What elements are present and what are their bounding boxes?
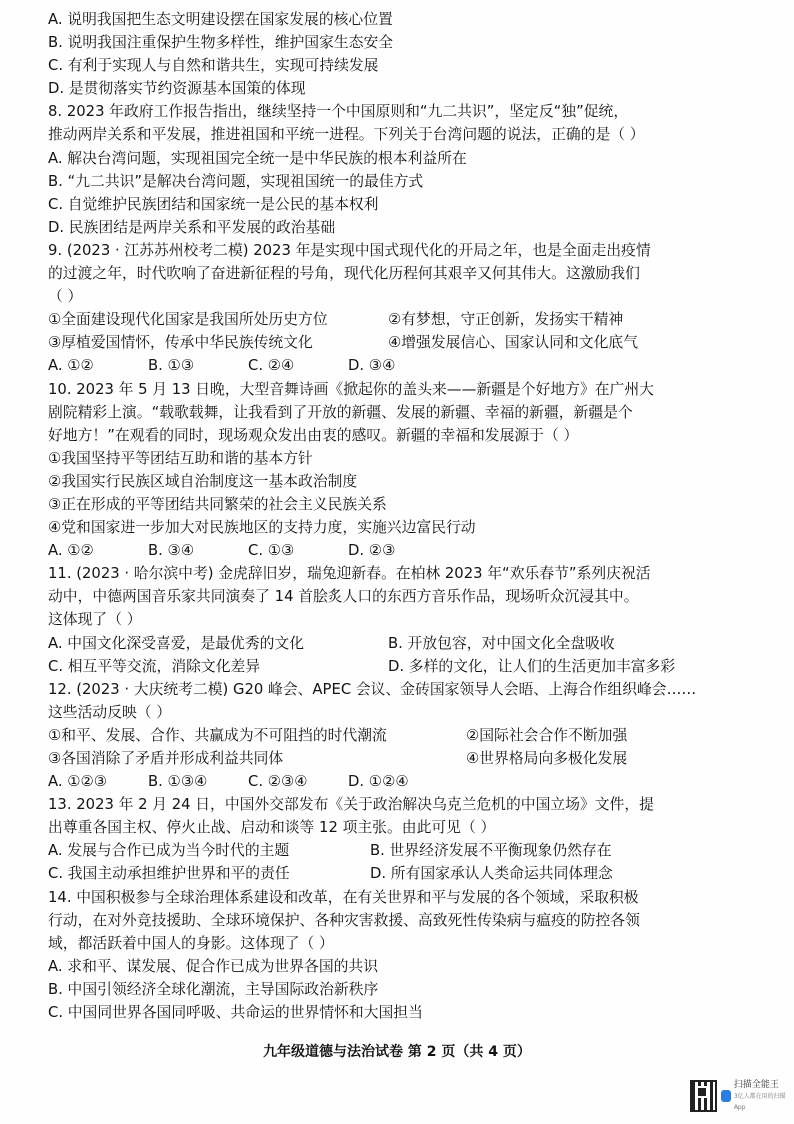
q9-choice-d: D. ③④ (348, 357, 396, 375)
q9-stem-line: 9. (2023 · 江苏苏州校考二模) 2023 年是实现中国式现代化的开局之年，也是全面走出疫情 (48, 241, 651, 259)
qr-code-icon (690, 1080, 717, 1112)
q12-items-row (48, 747, 768, 770)
q10-stem-line: 好地方！”在观看的同时，现场观众发出由衷的感叹。新疆的幸福和发展源于（ ） (48, 426, 579, 444)
q12-item-4: ④世界格局向多极化发展 (466, 750, 628, 767)
q13-stem-line: 13. 2023 年 2 月 24 日，中国外交部发布《关于政治解决乌克兰危机的中国立场》文件，提 (48, 796, 654, 814)
q14-option-c: C. 中国同世界各国同呼吸、共命运的世界情怀和大国担当 (48, 1004, 423, 1022)
q9-choice-a: A. ①② (48, 357, 94, 375)
q12-choice-b: B. ①③④ (148, 773, 208, 791)
q10-item-3: ③正在形成的平等团结共同繁荣的社会主义民族关系 (48, 495, 387, 513)
q10-item-1: ①我国坚持平等团结互助和谐的基本方针 (48, 449, 313, 467)
q12-choice-c: C. ②③④ (248, 773, 308, 791)
q14-option-a: A. 求和平、谋发展、促合作已成为世界各国的共识 (48, 957, 379, 975)
page-footer: 九年级道德与法治试卷 第 2 页（共 4 页） (263, 1044, 531, 1060)
q12-stem-line: 这些活动反映（ ） (48, 703, 172, 721)
q11-option-a: A. 中国文化深受喜爱，是最优秀的文化 (48, 634, 305, 652)
q9-choice-b: B. ①③ (148, 357, 195, 375)
scanner-tagline: 3亿人都在用的扫描App (733, 1092, 786, 1111)
q14-stem-line: 域，都活跃着中国人的身影。这体现了（ ） (48, 934, 334, 952)
q14-option-b: B. 中国引领经济全球化潮流，主导国际政治新秩序 (48, 980, 379, 998)
scanner-logo-icon (721, 1090, 731, 1102)
q11-stem-line: 这体现了（ ） (48, 611, 142, 629)
q7-option-b: B. 说明我国注重保护生物多样性，维护国家生态安全 (48, 34, 394, 52)
scanner-brand-text: 扫描全能王 (733, 1079, 779, 1090)
scanner-watermark (690, 1078, 786, 1114)
q11-stem-line: 动中，中德两国音乐家共同演奏了 14 首脍炙人口的东西方音乐作品，现场听众沉浸其中。 (48, 588, 639, 606)
q10-stem-line: 剧院精彩上演。“载歌载舞，让我看到了开放的新疆、发展的新疆、幸福的新疆，新疆是个 (48, 403, 633, 421)
exam-content (48, 8, 768, 1024)
q11-options-row (48, 632, 768, 655)
q9-item-4: ④增强发展信心、国家认同和文化底气 (388, 334, 639, 352)
q9-item-1: ①全面建设现代化国家是我国所处历史方位 (48, 311, 328, 329)
q7-option-c: C. 有利于实现人与自然和谐共生，实现可持续发展 (48, 57, 379, 75)
q10-choice-a: A. ①② (48, 542, 94, 560)
q12-stem-line: 12. (2023 · 大庆统考二模) G20 峰会、APEC 会议、金砖国家领导人会晤、上海合作组织峰会…… (48, 680, 697, 698)
q12-choice-a: A. ①②③ (48, 773, 108, 791)
q10-choices-row (48, 539, 768, 562)
q10-choice-d: D. ②③ (348, 542, 396, 560)
q9-items-row (48, 308, 768, 331)
q13-option-b: B. 世界经济发展不平衡现象仍然存在 (370, 842, 612, 860)
q12-item-1: ①和平、发展、合作、共赢成为不可阻挡的时代潮流 (48, 726, 387, 744)
q12-items-row (48, 724, 768, 747)
q9-stem-line: 的过渡之年，时代吹响了奋进新征程的号角，现代化历程何其艰辛又何其伟大。这激励我们 (48, 265, 640, 283)
q12-item-2: ②国际社会合作不断加强 (466, 726, 628, 744)
q9-stem-line: （ ） (48, 288, 83, 306)
q12-choices-row (48, 770, 768, 793)
q10-item-4: ④党和国家进一步加大对民族地区的支持力度，实施兴边富民行动 (48, 519, 476, 537)
q9-item-3: ③厚植爱国情怀，传承中华民族传统文化 (48, 334, 313, 352)
q11-option-c: C. 相互平等交流，消除文化差异 (48, 657, 261, 675)
q12-choice-d: D. ①②④ (348, 773, 409, 791)
q13-options-row (48, 862, 768, 885)
q10-item-2: ②我国实行民族区域自治制度这一基本政治制度 (48, 472, 358, 490)
q11-option-d: D. 多样的文化，让人们的生活更加丰富多彩 (388, 657, 676, 675)
q10-stem-line: 10. 2023 年 5 月 13 日晚，大型音舞诗画《掀起你的盖头来——新疆是个好地方》在广州大 (48, 380, 654, 398)
q7-option-a: A. 说明我国把生态文明建设摆在国家发展的核心位置 (48, 11, 393, 28)
q8-option-a: A. 解决台湾问题，实现祖国完全统一是中华民族的根本利益所在 (48, 149, 467, 167)
q9-choice-c: C. ②④ (248, 357, 295, 375)
q10-choice-c: C. ①③ (248, 542, 295, 560)
q13-option-d: D. 所有国家承认人类命运共同体理念 (370, 865, 613, 883)
q13-option-c: C. 我国主动承担维护世界和平的责任 (48, 865, 290, 883)
q8-stem-line: 8. 2023 年政府工作报告指出，继续坚持一个中国原则和“九二共识”，坚定反“独”促统， (48, 103, 629, 121)
q8-option-c: C. 自觉维护民族团结和国家统一是公民的基本权利 (48, 195, 379, 213)
q13-stem-line: 出尊重各国主权、停火止战、启动和谈等 12 项主张。由此可见（ ） (48, 819, 496, 837)
q11-option-b: B. 开放包容，对中国文化全盘吸收 (388, 634, 615, 652)
q8-stem-line: 推动两岸关系和平发展，推进祖国和平统一进程。下列关于台湾问题的说法，正确的是（ ） (48, 126, 645, 144)
q14-stem-line: 行动，在对外竞技援助、全球环境保护、各种灾害救援、高致死性传染病与瘟疫的防控各领 (48, 911, 640, 929)
q13-option-a: A. 发展与合作已成为当今时代的主题 (48, 842, 290, 860)
q11-options-row (48, 655, 768, 678)
q7-option-d: D. 是贯彻落实节约资源基本国策的体现 (48, 80, 306, 98)
q12-item-3: ③各国消除了矛盾并形成利益共同体 (48, 750, 284, 767)
q9-choices-row (48, 354, 768, 377)
q13-options-row (48, 839, 768, 862)
q11-stem-line: 11. (2023 · 哈尔滨中考) 金虎辞旧岁，瑞兔迎新春。在柏林 2023 年“欢乐春节”系列庆祝活 (48, 565, 651, 583)
q14-stem-line: 14. 中国积极参与全球治理体系建设和改革，在有关世界和平与发展的各个领域，采取积极 (48, 888, 639, 906)
q10-choice-b: B. ③④ (148, 542, 195, 560)
q9-item-2: ②有梦想，守正创新，发扬实干精神 (388, 311, 624, 329)
q8-option-d: D. 民族团结是两岸关系和平发展的政治基础 (48, 218, 336, 236)
q8-option-b: B. “九二共识”是解决台湾问题，实现祖国统一的最佳方式 (48, 172, 424, 190)
q9-items-row (48, 331, 768, 354)
